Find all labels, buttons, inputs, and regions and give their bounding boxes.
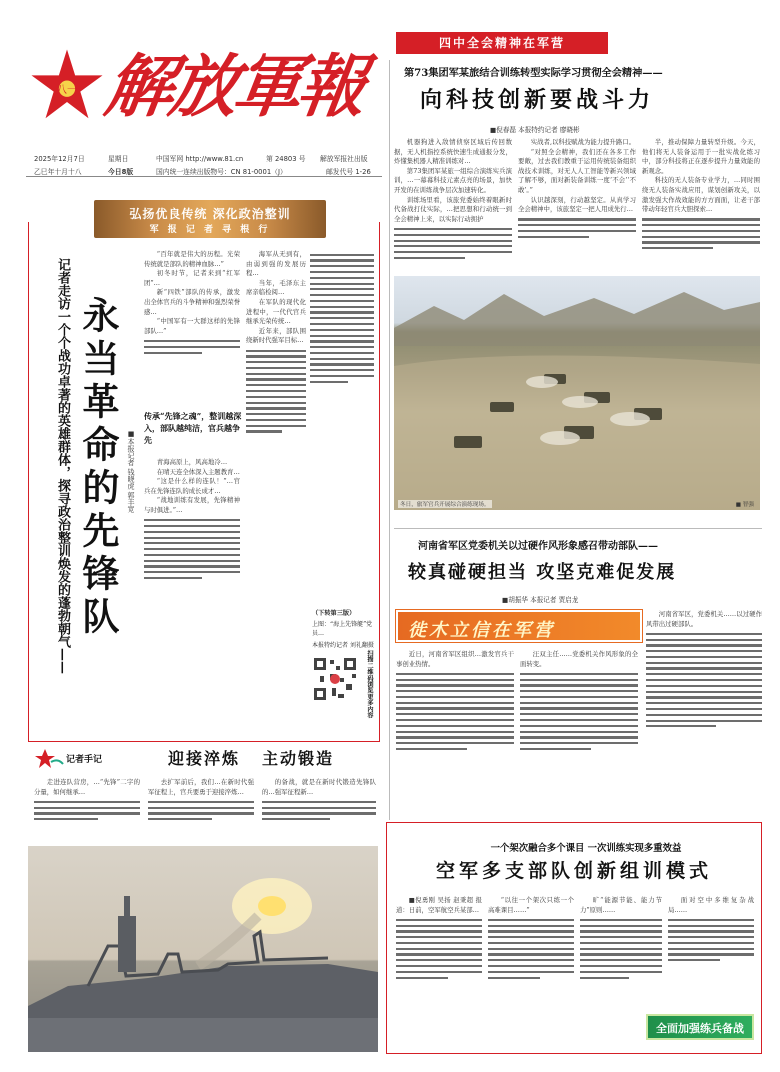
svg-text:八一: 八一	[56, 84, 78, 97]
issue-lunar: 乙巳年十月十八	[34, 168, 82, 176]
henan-column-1: 近日，河南省军区组织…激发官兵干事创业热情。	[396, 650, 514, 814]
henan-byline: ■胡振华 本报记者 贾启龙	[502, 596, 579, 604]
henan-column-2: 汪双主任……党委机关作风形象的全面转变。	[520, 650, 638, 814]
issue-pages: 今日8版	[108, 168, 134, 176]
qr-code-icon[interactable]	[312, 656, 358, 702]
feature-byline: ■本报记者 钱晓虎 郭丰宽	[127, 430, 135, 513]
feature-photo-note: 上图：“海上先锋艇”党员…	[312, 621, 373, 637]
note-title-1[interactable]: 迎接淬炼	[168, 749, 241, 768]
feature-column-2: 青海高原上，风高地冷… 在晴天连全体深入主题教育… “这是什么样的连队！”…官兵在先锋连队的成长成才… “战地训练有发展，先锋精神与时俱进。”…	[144, 458, 240, 734]
airforce-column-4: 面对空中多维复杂战局……	[668, 896, 754, 1012]
warship-photo	[28, 846, 378, 1052]
lead-kicker: 第73集团军某旅结合训练转型实际学习贯彻全会精神——	[404, 67, 663, 79]
henan-badge	[396, 610, 642, 642]
issue-number: 第 24803 号	[266, 155, 306, 163]
note-star-icon	[34, 748, 64, 770]
feature-column-1: “百年就是伟大的历程。光荣传统就是部队的精神血脉…” 初冬时节，记者来到“红军团”… 新“四铁”部队的传承，激发出全体官兵的斗争精神和强烈荣誉感… “中国军有一大群这样的先锋部队…”	[144, 250, 240, 406]
masthead	[22, 28, 382, 188]
airforce-badge	[646, 1014, 754, 1040]
henan-headline[interactable]: 较真碰硬担当 攻坚克难促发展	[408, 562, 677, 583]
lead-photo-caption: 冬日，旅军官兵开展综合演练现场。	[400, 502, 490, 508]
feature-main-title[interactable]: 永当革命的先锋队	[76, 296, 119, 640]
issue-weekday: 星期日	[108, 155, 129, 163]
feature-side-title: 记者走访一个个战功卓著的英雄群体，探寻政治整训焕发的蓬勃朝气——	[55, 258, 70, 674]
airforce-column-2: “以往一个架次只练一个高难课目……”	[488, 896, 574, 1046]
feature-photo-credit: 本报特约记者 刘礼翻摄	[312, 642, 374, 649]
lead-headline[interactable]: 向科技创新要战斗力	[420, 88, 655, 113]
henan-kicker: 河南省军区党委机关以过硬作风形象感召带动部队——	[418, 541, 658, 552]
henan-badge-text: 徙木立信在军营	[408, 620, 555, 641]
note-column-3: 的备战，就是在新时代锻造先锋队的…强军征程新…	[262, 778, 376, 844]
qr-label: 扫描二维码浏览更多内容	[366, 650, 373, 719]
publisher: 解放军报社出版	[320, 155, 368, 163]
lead-column-b: 实战者,以科技赋战为能力提升路口。 “对照全会精神，我们还在各多工作要敞，过去我们教重于运用传统装备组织战技术训练，对无人人工智能等新兴领域了解不够，面对新装备训练一度‘不会’‘不敢’。” 认识越深刻，行动越坚定。从真学习全会精神中，该旅坚定一把人用成先行…	[518, 138, 636, 278]
feature-subtitle: 传承“先锋之魂”，整训越深入，部队越纯洁，官兵越争先	[144, 411, 242, 445]
feature-header	[94, 200, 326, 238]
airforce-headline[interactable]: 空军多支部队创新组训模式	[435, 860, 712, 882]
website-link[interactable]: 中国军网 http://www.81.cn	[156, 155, 244, 163]
airforce-badge-text: 全面加强练兵备战	[656, 1022, 744, 1035]
note-title-2[interactable]: 主动锻造	[262, 749, 335, 768]
top-banner: 四中全会精神在军营	[396, 32, 608, 54]
airforce-kicker: 一个架次融合多个课目 一次训练实现多重效益	[490, 843, 682, 854]
lead-photo-credit: ■ 智强	[735, 502, 754, 508]
issue-date: 2025年12月7日	[34, 155, 85, 163]
lead-byline: ■倪春磊 本报特约记者 廖晓彬	[490, 126, 580, 134]
feature-continued: （下转第三版）	[312, 610, 356, 617]
airforce-column-3: 旷“能源节能、能力节力”原则……	[580, 896, 662, 1046]
newspaper-title: 解放軍報	[100, 47, 368, 127]
lead-column-c: 半，推动保障力量转型升级。今天，他们将无人装备运用于一批实战化练习中，部分科技将正在逐步提升力量效能的新观念。 科技的无人装备专业学力，…同时围绕无人装备实战应用，谋划创新攻关，以激发强大作战效能的方方面面，让老干部带动年轻官兵大胆探索…	[642, 138, 760, 278]
feature-column-4	[310, 250, 374, 630]
postal-code: 邮发代号 1-26	[326, 168, 371, 176]
feature-column-3: 海军从无到有，由弱到强的发展历程… 当年，毛泽东主席亲临检阅… 在军队的现代化进程中，一代代官兵继承光荣传统… 近年来，部队围绕新时代强军目标…	[246, 250, 306, 736]
henan-column-3: 河南省军区，党委机关……以过硬作风带出过硬部队。	[646, 610, 762, 814]
feature-header-title: 弘扬优良传统 深化政治整训	[129, 207, 291, 221]
note-label: 记者手记	[66, 755, 103, 765]
note-column-1: 走进连队营房，…“先锋”二字的分量，如何继承…	[34, 778, 140, 844]
feature-header-sub: 军 报 记 者 寻 根 行	[149, 225, 271, 235]
cn-code: 国内统一连续出版物号：CN 81-0001（J）	[156, 168, 287, 176]
lead-column-a: 机器狗进入敌情侦察区域后传回数据，无人机指控系统快速生成通报分发，炸懂集机器人精准训练对… 第73集团军某旅一组综合演练实兵演训，…一幕幕科技元素点亮的场景，加快开发的在训练战争层次加速转化。 训练场里看，该旅党委始终着眼新时代备战打仗实际，…把思想和行动统一到全会精神上来，以实际行动拥护	[394, 138, 512, 278]
airforce-column-1: ■倪勇刚 吴扬 赵秉超 报道：日前，空军航空兵某部…	[396, 896, 482, 1046]
lead-photo	[394, 276, 760, 510]
star-emblem-icon	[30, 48, 104, 122]
note-column-2: 去扩军前后，我们…在新时代强军征程上，官兵要勇于迎接淬炼…	[148, 778, 254, 844]
